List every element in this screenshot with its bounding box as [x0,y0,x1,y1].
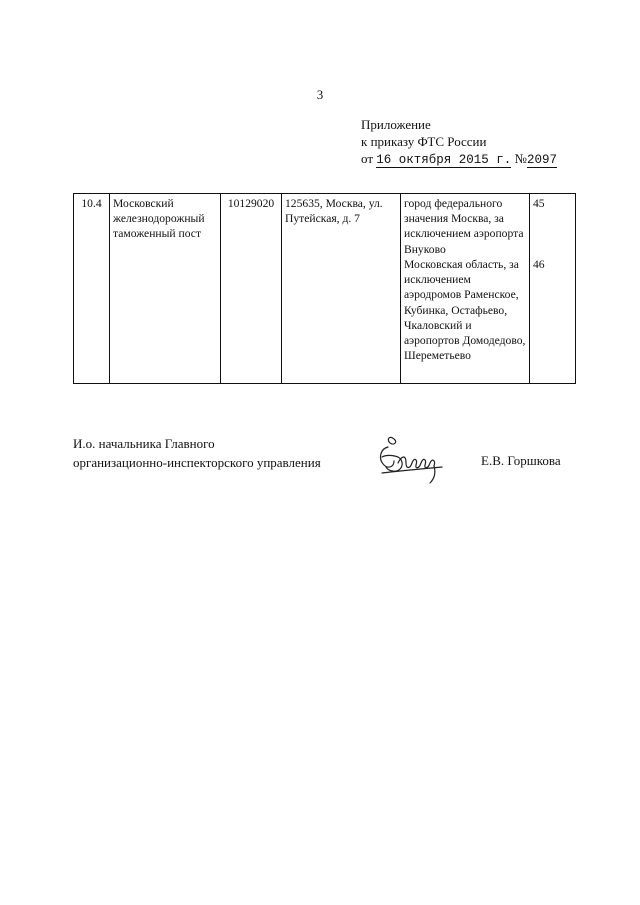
signatory-title-line1: И.о. начальника Главного [73,436,215,451]
appendix-date-line [361,150,557,169]
appendix-title: Приложение [361,117,431,132]
table-row [74,194,576,384]
page-number: 3 [316,87,324,102]
signatory-name: Е.В. Горшкова [481,453,561,468]
handwritten-signature [372,433,452,488]
customs-post-table [73,193,576,384]
post-address: 125635, Москва, ул. Путейская, д. 7 [282,194,401,384]
appendix-order-ref: к приказу ФТС России [361,134,487,149]
zone-moscow-city: город федерального значения Москва, за исключением аэропорта Внуково [404,197,524,256]
order-number: 2097 [526,153,557,167]
zone-values [530,194,576,384]
post-code: 10129020 [221,194,282,384]
zone-value-moscow-city: 45 [533,197,545,210]
date-prefix: от [361,151,374,166]
post-name: Московский железнодорожный таможенный пост [110,194,221,384]
zone-value-moscow-region: 46 [533,258,545,271]
row-number: 10.4 [74,194,110,384]
zone-moscow-region: Московская область, за исключением аэродромов Раменское, Кубинка, Остафьево, Чкаловский и аэропортов Домодедово, Шереметьево [404,258,526,363]
signatory-title [73,434,321,472]
appendix-header [361,116,557,169]
order-date: 16 октября 2015 г. [376,153,512,167]
number-prefix: № [514,151,527,166]
signatory-title-line2: организационно-инспекторского управления [73,455,321,470]
zone-descriptions [401,194,530,384]
